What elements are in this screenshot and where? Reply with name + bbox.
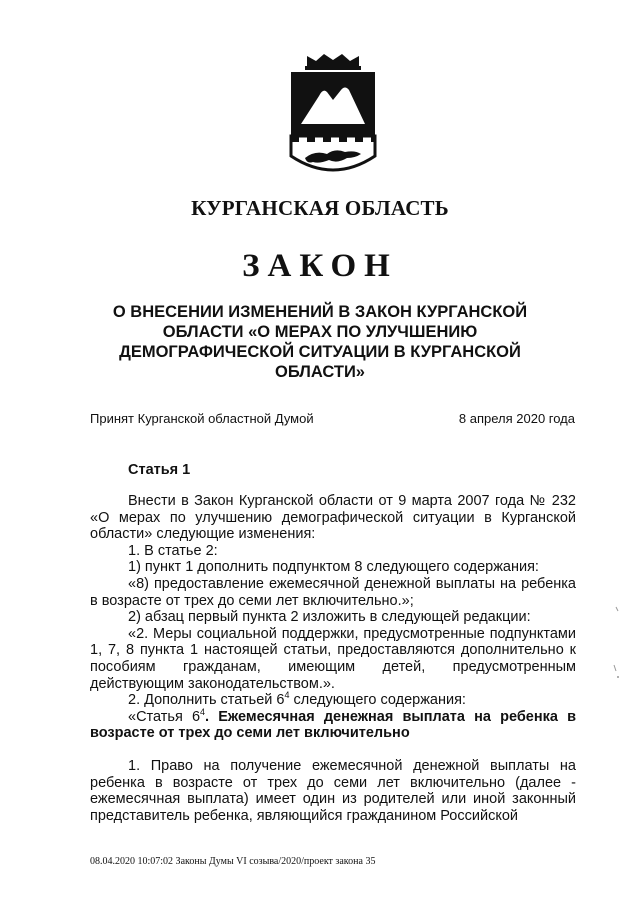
paragraph xyxy=(90,706,576,742)
paragraph xyxy=(90,692,576,709)
adopted-by-text: Принят Курганской областной Думой xyxy=(90,411,314,426)
law-heading: ЗАКОН xyxy=(242,248,398,284)
scan-marks xyxy=(606,605,626,695)
paragraph: «2. Меры социальной поддержки, предусмотренные подпунктами 1, 7, 8 пункта 1 настоящей статьи, предоставляются дополнительно к пособиям гражданам, имеющим детей, предусмотренным действующим законодательством.». xyxy=(90,625,576,692)
region-title: КУРГАНСКАЯ ОБЛАСТЬ xyxy=(191,196,449,220)
paragraph: Внести в Закон Курганской области от 9 марта 2007 года № 232 «О мерах по улучшению демографической ситуации в Курганской области» следующие изменения: xyxy=(90,493,576,543)
document-footer: 08.04.2020 10:07:02 Законы Думы VI созыва/2020/проект закона 35 xyxy=(90,856,376,867)
paragraph: 1. Право на получение ежемесячной денежной выплаты на ребенка в возрасте от трех до семи лет включительно (далее - ежемесячная выплата) имеет один из родителей или иной законный представитель ребенка, являющийся гражданином Российской xyxy=(90,757,576,824)
superscript: 4 xyxy=(284,690,290,701)
text-run: 2. Дополнить статьей 6 xyxy=(128,692,285,709)
coat-of-arms-emblem xyxy=(285,52,381,178)
article-body xyxy=(90,493,576,824)
text-run: «Статья 6 xyxy=(128,708,201,725)
paragraph: 1) пункт 1 дополнить подпунктом 8 следующего содержания: xyxy=(128,559,539,576)
text-run: следующего содержания: xyxy=(289,692,466,709)
paragraph: 1. В статье 2: xyxy=(128,542,218,559)
superscript: 4 xyxy=(200,706,206,717)
law-title: О ВНЕСЕНИИ ИЗМЕНЕНИЙ В ЗАКОН КУРГАНСКОЙ ОБЛАСТИ «О МЕРАХ ПО УЛУЧШЕНИЮ ДЕМОГРАФИЧЕСКОЙ СИТУАЦИИ В КУРГАНСКОЙ ОБЛАСТИ» xyxy=(112,303,528,381)
adoption-date: 8 апреля 2020 года xyxy=(458,411,575,426)
article-heading: Статья 1 xyxy=(128,462,191,478)
paragraph: 2) абзац первый пункта 2 изложить в следующей редакции: xyxy=(128,609,531,626)
bold-text-run: . Ежемесячная денежная выплата на ребенка в возрасте от трех до семи лет включительно xyxy=(90,708,576,742)
paragraph: «8) предоставление ежемесячной денежной выплаты на ребенка в возрасте от трех до семи лет включительно.»; xyxy=(90,575,576,609)
